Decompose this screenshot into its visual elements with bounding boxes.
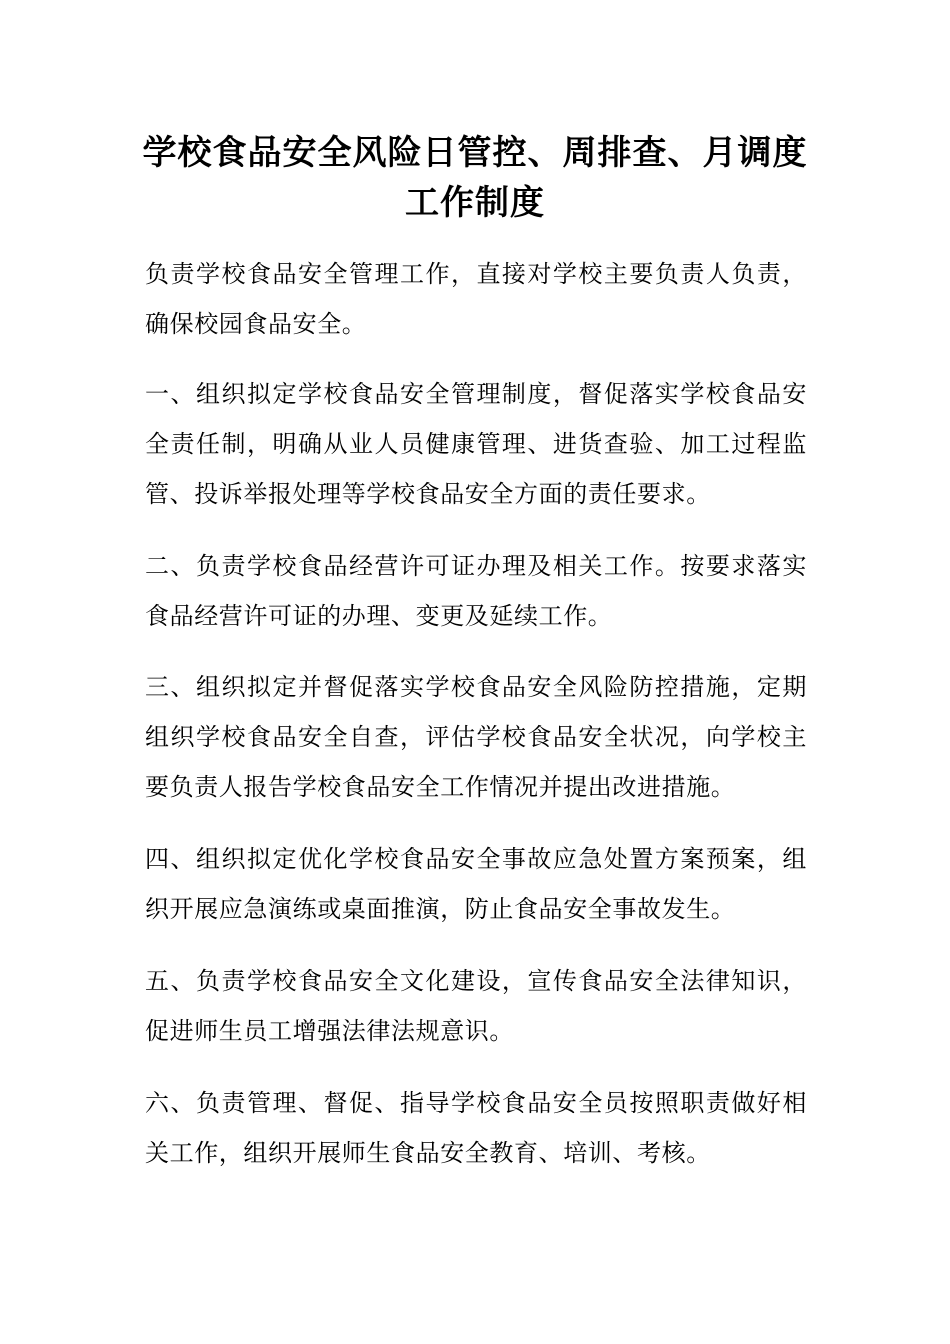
paragraph-item-4: 四、组织拟定优化学校食品安全事故应急处置方案预案，组织开展应急演练或桌面推演，防止食品安全事故发生。 (145, 845, 807, 923)
title-line-2: 工作制度 (405, 183, 545, 223)
title-line-1: 学校食品安全风险日管控、周排查、月调度 (142, 133, 808, 173)
paragraph-item-6: 六、负责管理、督促、指导学校食品安全员按照职责做好相关工作，组织开展师生食品安全教育、培训、考核。 (145, 1089, 807, 1167)
paragraph-item-5: 五、负责学校食品安全文化建设，宣传食品安全法律知识，促进师生员工增强法律法规意识。 (145, 967, 807, 1045)
paragraph-item-1: 一、组织拟定学校食品安全管理制度，督促落实学校食品安全责任制，明确从业人员健康管理、进货查验、加工过程监管、投诉举报处理等学校食品安全方面的责任要求。 (145, 380, 807, 508)
paragraph-intro: 负责学校食品安全管理工作，直接对学校主要负责人负责，确保校园食品安全。 (145, 260, 807, 338)
document-title (120, 128, 830, 228)
paragraph-item-2: 二、负责学校食品经营许可证办理及相关工作。按要求落实食品经营许可证的办理、变更及延续工作。 (145, 552, 807, 630)
paragraph-item-3: 三、组织拟定并督促落实学校食品安全风险防控措施，定期组织学校食品安全自查，评估学校食品安全状况，向学校主要负责人报告学校食品安全工作情况并提出改进措施。 (145, 673, 807, 801)
